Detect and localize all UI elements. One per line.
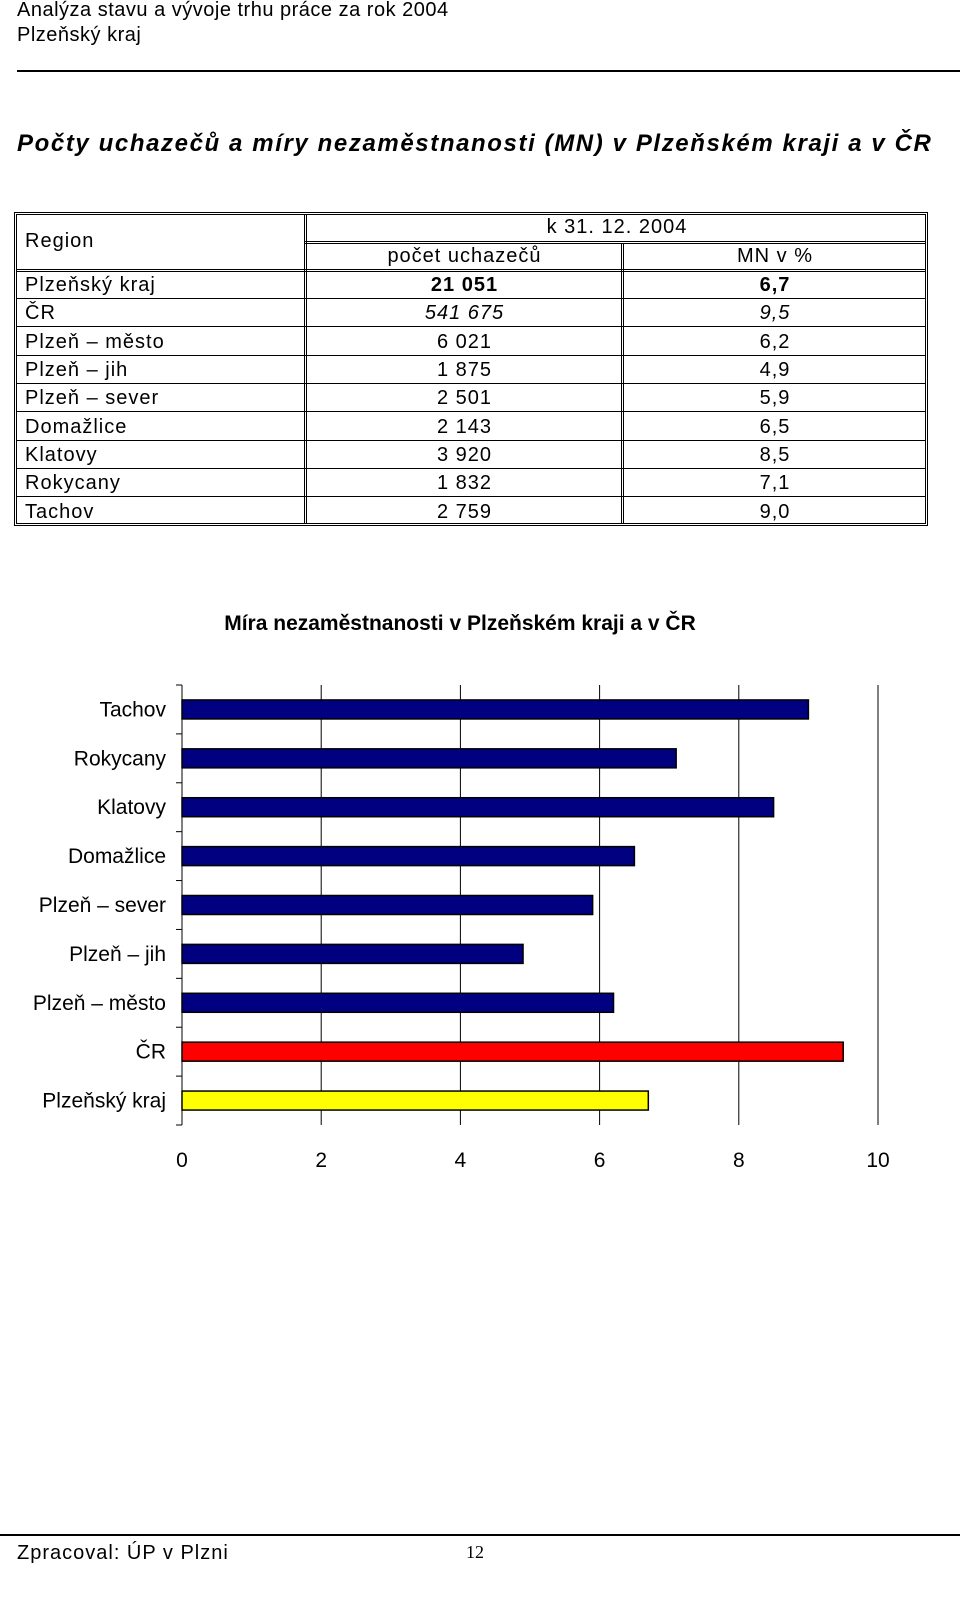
bar — [182, 993, 614, 1012]
bar — [182, 749, 676, 768]
category-label: Rokycany — [73, 747, 166, 771]
table-cell-rate: 6,2 — [759, 331, 791, 353]
header-divider — [17, 70, 960, 72]
unemployment-bar-chart — [0, 660, 960, 1200]
bar — [182, 700, 808, 719]
table-cell-count: 2 501 — [436, 387, 493, 409]
table-cell-region: Plzeňský kraj — [25, 274, 156, 296]
category-label: Domažlice — [67, 845, 166, 869]
category-label: Plzeňský kraj — [42, 1089, 166, 1113]
table-row-divider — [17, 496, 925, 497]
bar — [182, 798, 774, 817]
category-label: Tachov — [99, 698, 166, 722]
table-cell-count: 1 832 — [436, 472, 493, 494]
category-label: ČR — [135, 1040, 166, 1064]
table-row-divider — [17, 326, 925, 327]
x-tick-label: 0 — [176, 1149, 188, 1172]
footer-divider — [0, 1534, 960, 1536]
category-label: Plzeň – jih — [69, 942, 166, 966]
table-cell-count: 2 143 — [436, 416, 493, 438]
bar — [182, 896, 593, 915]
table-cell-rate: 4,9 — [759, 359, 791, 381]
table-cell-region: Klatovy — [25, 444, 98, 466]
table-row-divider — [17, 440, 925, 441]
x-tick-label: 6 — [593, 1149, 606, 1172]
table-row-divider — [17, 468, 925, 469]
table-cell-rate: 6,5 — [759, 416, 791, 438]
table-divider-horizontal — [17, 269, 925, 272]
table-header-count: počet uchazečů — [387, 245, 542, 267]
header-report-title: Analýza stavu a vývoje trhu práce za rok 2004 — [17, 0, 449, 21]
x-tick-label: 10 — [866, 1149, 890, 1172]
bar — [182, 1091, 648, 1110]
category-label: Klatovy — [97, 796, 166, 820]
category-label: Plzeň – město — [32, 991, 166, 1015]
table-row-divider — [17, 411, 925, 412]
table-cell-rate: 8,5 — [759, 444, 791, 466]
table-cell-region: Plzeň – sever — [25, 387, 160, 409]
footer-author: Zpracoval: ÚP v Plzni — [17, 1542, 229, 1564]
table-cell-rate: 6,7 — [759, 274, 791, 296]
unemployment-table — [14, 212, 928, 526]
table-row-divider — [17, 298, 925, 299]
table-cell-count: 2 759 — [436, 501, 493, 523]
table-cell-rate: 7,1 — [759, 472, 791, 494]
chart-title: Míra nezaměstnanosti v Plzeňském kraji a v ČR — [224, 612, 696, 635]
category-label: Plzeň – sever — [38, 894, 166, 917]
table-header-region: Region — [25, 230, 95, 252]
table-cell-count: 3 920 — [436, 444, 493, 466]
bar — [182, 944, 523, 963]
table-header-rate: MN v % — [737, 245, 813, 267]
x-tick-label: 4 — [454, 1149, 467, 1172]
table-cell-rate: 9,5 — [759, 302, 791, 324]
table-cell-region: Plzeň – jih — [25, 359, 129, 381]
table-row-divider — [17, 383, 925, 384]
page-number: 12 — [466, 1542, 484, 1562]
table-cell-rate: 9,0 — [759, 501, 791, 523]
x-tick-label: 2 — [315, 1149, 328, 1172]
table-cell-count: 1 875 — [436, 359, 493, 381]
x-tick-label: 8 — [732, 1149, 745, 1172]
table-cell-region: Plzeň – město — [25, 331, 165, 353]
table-cell-region: Domažlice — [25, 416, 128, 438]
table-cell-count: 6 021 — [436, 331, 493, 353]
header-region: Plzeňský kraj — [17, 24, 142, 46]
table-header-date: k 31. 12. 2004 — [546, 216, 688, 238]
bar — [182, 1042, 843, 1061]
bar — [182, 847, 634, 866]
table-cell-count: 21 051 — [430, 274, 499, 296]
table-cell-rate: 5,9 — [759, 387, 791, 409]
table-cell-region: Rokycany — [25, 472, 121, 494]
table-cell-region: ČR — [25, 302, 56, 324]
section-heading: Počty uchazečů a míry nezaměstnanosti (MN) v Plzeňském kraji a v ČR — [17, 130, 933, 157]
table-cell-region: Tachov — [25, 501, 95, 523]
table-row-divider — [17, 355, 925, 356]
table-cell-count: 541 675 — [424, 302, 505, 324]
